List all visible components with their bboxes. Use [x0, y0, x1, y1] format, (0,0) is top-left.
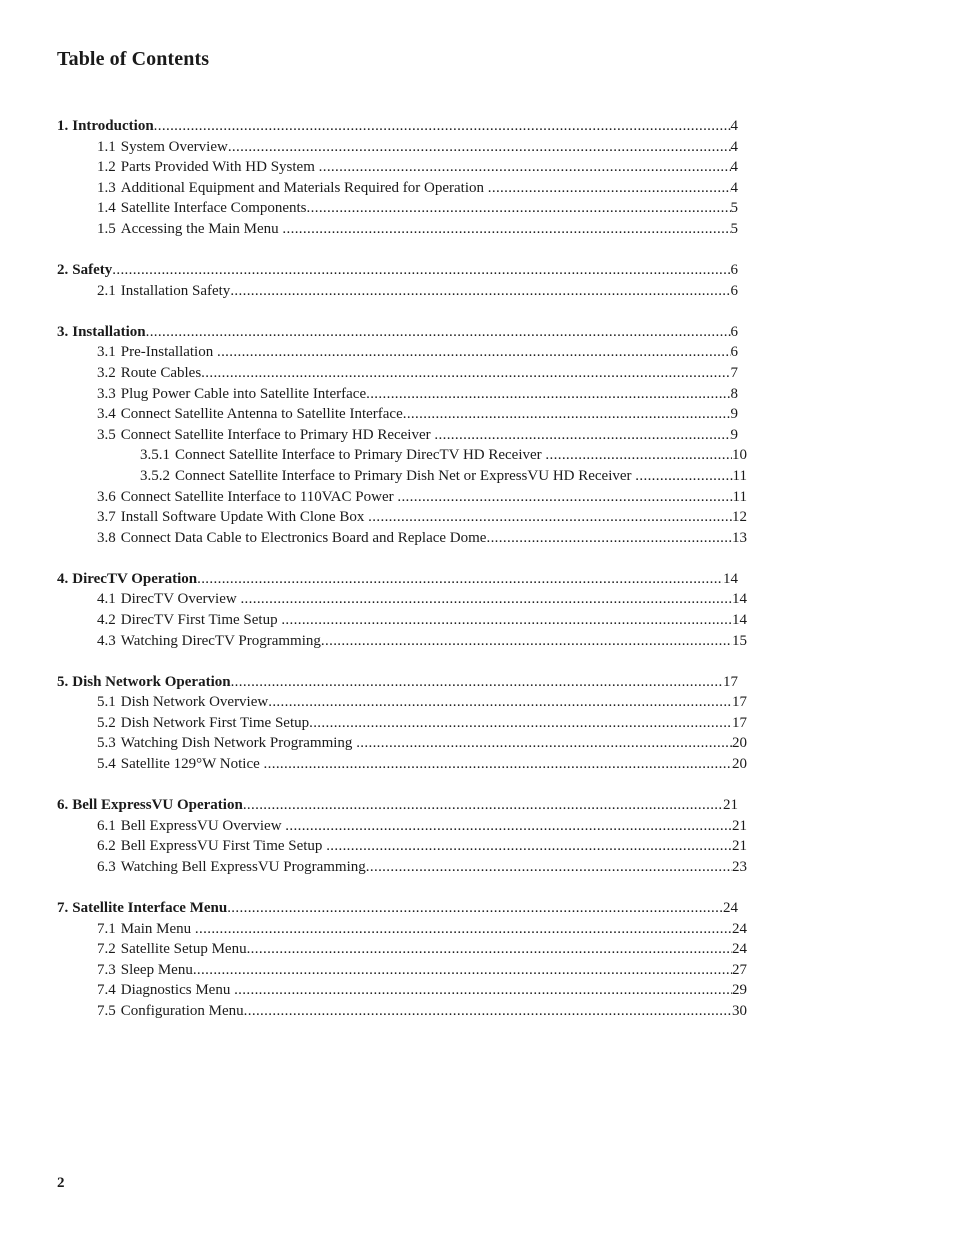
toc-entry-title: Watching Bell ExpressVU Programming — [120, 858, 366, 875]
dot-leader — [243, 795, 723, 816]
toc-entry-title: Configuration Menu — [120, 1002, 244, 1019]
toc-entry-title: Satellite Interface Menu — [72, 900, 228, 916]
toc-entry[interactable] — [0, 445, 954, 466]
toc-page-number: 9 — [730, 406, 738, 423]
toc-entry-number: 5.4 — [97, 756, 116, 773]
toc-entry-label — [97, 692, 268, 713]
toc-entry-number: 3.7 — [97, 509, 116, 526]
toc-entry-label — [57, 260, 112, 281]
toc-section-heading[interactable] — [0, 795, 954, 816]
toc-entry-number: 3.5 — [97, 426, 116, 443]
toc-entry-number: 1.4 — [97, 200, 116, 217]
dot-leader — [321, 631, 732, 652]
toc-entry-title: Bell ExpressVU Operation — [72, 797, 243, 814]
toc-section — [0, 322, 954, 549]
toc-entry[interactable] — [0, 980, 954, 1001]
toc-section-heading[interactable] — [0, 569, 954, 590]
toc-entry-title: Parts Provided With HD System — [120, 159, 319, 176]
toc-entry-label — [57, 322, 146, 343]
toc-section-heading[interactable] — [0, 672, 954, 693]
toc-page-number: 24 — [723, 900, 738, 916]
toc-entry-title: DirecTV First Time Setup — [120, 611, 282, 628]
toc-entry[interactable] — [0, 466, 954, 487]
dot-leader — [247, 939, 732, 960]
toc-section — [0, 569, 954, 651]
toc-page-number: 5 — [730, 220, 738, 237]
toc-entry[interactable] — [0, 487, 954, 508]
toc-entry[interactable] — [0, 342, 954, 363]
toc-entry-number: 4.2 — [97, 611, 116, 628]
toc-entry-number: 6.3 — [97, 858, 116, 875]
toc-page-number: 13 — [732, 529, 747, 546]
toc-entry-number: 1.5 — [97, 220, 116, 237]
dot-leader — [307, 198, 731, 219]
toc-entry-number: 3.5.2 — [140, 467, 170, 484]
toc-entry-label — [97, 198, 307, 219]
toc-page-number: 21 — [732, 817, 747, 834]
toc-page-number: 17 — [723, 673, 738, 690]
toc-page-number: 6 — [730, 323, 738, 340]
dot-leader — [545, 445, 732, 466]
toc-entry-label — [97, 157, 319, 178]
toc-entry-label — [97, 219, 282, 240]
toc-entry-number: 4. — [57, 570, 69, 587]
dot-leader — [227, 898, 723, 919]
toc-entry-number: 5.2 — [97, 714, 116, 731]
toc-page-number: 30 — [732, 1002, 747, 1019]
toc-page-number: 17 — [732, 694, 747, 711]
toc-entry-title: DirecTV Operation — [72, 570, 198, 587]
toc-entry[interactable] — [0, 363, 954, 384]
page-title: Table of Contents — [57, 48, 210, 70]
toc-entry-title: Connect Satellite Interface to Primary Dish Net or ExpressVU HD Receiver — [175, 467, 636, 484]
toc-entry[interactable] — [0, 384, 954, 405]
toc-entry-title: Sleep Menu — [120, 961, 193, 978]
toc-entry-number: 5.3 — [97, 735, 116, 752]
toc-entry-label — [97, 980, 234, 1001]
toc-entry-number: 3.5.1 — [140, 447, 170, 464]
toc-entry-title: Accessing the Main Menu — [120, 220, 283, 237]
toc-entry-label — [97, 178, 488, 199]
toc-entry-label — [97, 836, 326, 857]
dot-leader — [268, 692, 732, 713]
toc-entry[interactable] — [0, 589, 954, 610]
dot-leader — [366, 857, 732, 878]
toc-entry-number: 1. — [57, 118, 69, 134]
dot-leader — [240, 589, 732, 610]
toc-entry-number: 7.1 — [97, 920, 116, 937]
toc-entry-title: Satellite Interface Components — [120, 200, 307, 217]
toc-entry-title: Pre-Installation — [120, 344, 217, 361]
toc-entry-number: 5. — [57, 673, 69, 690]
toc-entry-title: Bell ExpressVU First Time Setup — [120, 838, 327, 855]
toc-entry-title: Dish Network Overview — [120, 694, 269, 711]
dot-leader — [403, 404, 731, 425]
toc-section-heading[interactable] — [0, 322, 954, 343]
dot-leader — [635, 466, 732, 487]
toc-entry-label — [97, 589, 240, 610]
toc-entry[interactable] — [0, 857, 954, 878]
toc-entry-label — [57, 795, 243, 816]
dot-leader — [217, 342, 731, 363]
toc-entry-title: Installation Safety — [120, 282, 231, 299]
toc-entry-number: 1.1 — [97, 138, 116, 155]
toc-page-number: 6 — [730, 344, 738, 361]
dot-leader — [281, 610, 732, 631]
toc-entry-label — [97, 137, 228, 158]
toc-entry-label — [97, 487, 397, 508]
dot-leader — [368, 507, 732, 528]
toc-entry[interactable] — [0, 198, 954, 219]
toc-entry-number: 7.5 — [97, 1002, 116, 1019]
toc-page-number: 6 — [730, 282, 738, 299]
toc-entry-number: 6.1 — [97, 817, 116, 834]
toc-section — [0, 795, 954, 877]
toc-entry-label — [97, 281, 230, 302]
toc-entry-label — [57, 569, 197, 590]
toc-entry-number: 3. — [57, 323, 69, 340]
toc-entry-title: Route Cables — [120, 364, 202, 381]
toc-page-number: 10 — [732, 447, 747, 464]
toc-page-number: 14 — [723, 570, 738, 587]
toc-entry[interactable] — [0, 528, 954, 549]
toc-page-number: 21 — [732, 838, 747, 855]
toc-entry-number: 3.2 — [97, 364, 116, 381]
toc-entry-title: Bell ExpressVU Overview — [120, 817, 286, 834]
toc-entry[interactable] — [0, 281, 954, 302]
toc-entry-title: Plug Power Cable into Satellite Interface — [120, 385, 367, 402]
dot-leader — [356, 733, 732, 754]
dot-leader — [282, 219, 730, 240]
toc-entry-label — [97, 713, 309, 734]
dot-leader — [285, 816, 732, 837]
dot-leader — [397, 487, 732, 508]
toc-entry-title: Diagnostics Menu — [120, 982, 235, 999]
toc-entry-number: 1.2 — [97, 159, 116, 176]
toc-entry-label — [57, 672, 231, 693]
toc-entry-label — [97, 610, 281, 631]
toc-entry-number: 6. — [57, 797, 69, 814]
toc-entry-number: 3.1 — [97, 344, 116, 361]
toc-page-number: 21 — [723, 797, 738, 814]
toc-page-number: 24 — [732, 941, 747, 958]
toc-page-number: 4 — [730, 179, 738, 196]
dot-leader — [193, 960, 732, 981]
toc-entry-label — [57, 898, 227, 919]
dot-leader — [326, 836, 732, 857]
toc-page-number: 6 — [730, 262, 738, 279]
toc-section — [0, 260, 954, 301]
toc-page-number: 12 — [732, 509, 747, 526]
dot-leader — [244, 1001, 732, 1022]
toc-entry[interactable] — [0, 754, 954, 775]
toc-entry[interactable] — [0, 939, 954, 960]
toc-entry[interactable] — [0, 919, 954, 940]
toc-entry-title: Introduction — [72, 118, 154, 134]
dot-leader — [319, 157, 731, 178]
toc-entry-title: Connect Satellite Interface to Primary HD Receiver — [120, 426, 435, 443]
toc-page-number: 11 — [732, 488, 747, 505]
toc-entry-title: System Overview — [120, 138, 228, 155]
toc-entry-title: Watching DirecTV Programming — [120, 632, 321, 649]
toc-section-heading[interactable] — [0, 116, 954, 137]
toc-page-number: 20 — [732, 756, 747, 773]
toc-entry-label — [140, 466, 635, 487]
toc-entry[interactable] — [0, 219, 954, 240]
toc-page-number: 15 — [732, 632, 747, 649]
toc-entry-number: 2. — [57, 262, 69, 279]
toc-entry-number: 3.6 — [97, 488, 116, 505]
toc-section-heading[interactable] — [0, 898, 954, 919]
toc-entry-label — [57, 116, 154, 137]
toc-section — [0, 898, 954, 1022]
dot-leader — [146, 322, 731, 343]
toc-entry[interactable] — [0, 816, 954, 837]
toc-entry-title: Connect Satellite Interface to 110VAC Power — [120, 488, 398, 505]
toc-entry-number: 4.3 — [97, 632, 116, 649]
toc-entry-label — [97, 384, 366, 405]
toc-entry-label — [97, 733, 356, 754]
toc-page-number: 23 — [732, 858, 747, 875]
toc-entry-label — [97, 857, 366, 878]
toc-page-number: 11 — [732, 467, 747, 484]
toc-page-number: 9 — [730, 426, 738, 443]
toc-entry-label — [97, 528, 486, 549]
dot-leader — [486, 528, 732, 549]
toc-entry-number: 3.8 — [97, 529, 116, 546]
page-number: 2 — [57, 1175, 65, 1191]
dot-leader — [201, 363, 730, 384]
dot-leader — [309, 713, 732, 734]
toc-entry[interactable] — [0, 507, 954, 528]
toc-entry[interactable] — [0, 137, 954, 158]
toc-entry-title: Connect Data Cable to Electronics Board and Replace Dome — [120, 529, 487, 546]
toc-entry-label — [97, 507, 368, 528]
toc-page-number: 27 — [732, 961, 747, 978]
toc-entry[interactable] — [0, 631, 954, 652]
toc-entry-label — [97, 404, 403, 425]
dot-leader — [112, 260, 730, 281]
toc-page-number: 17 — [732, 714, 747, 731]
dot-leader — [195, 919, 732, 940]
toc-entry-number: 7.4 — [97, 982, 116, 999]
toc-entry-number: 3.4 — [97, 406, 116, 423]
toc-entry-title: Additional Equipment and Materials Required for Operation — [120, 179, 488, 196]
toc-entry-label — [97, 342, 217, 363]
toc-entry-label — [97, 960, 193, 981]
toc-entry-title: Watching Dish Network Programming — [120, 735, 357, 752]
dot-leader — [197, 569, 723, 590]
toc-entry-number: 1.3 — [97, 179, 116, 196]
toc-entry-title: Satellite 129°W Notice — [120, 756, 264, 773]
toc-section — [0, 672, 954, 775]
toc-entry-title: Connect Satellite Interface to Primary DirecTV HD Receiver — [175, 447, 546, 464]
toc-entry-number: 7.2 — [97, 941, 116, 958]
toc-entry-number: 6.2 — [97, 838, 116, 855]
dot-leader — [231, 672, 723, 693]
toc-entry-title: Installation — [72, 323, 146, 340]
toc-page-number: 8 — [730, 385, 738, 402]
toc-page-number: 24 — [732, 920, 747, 937]
toc-entry-number: 5.1 — [97, 694, 116, 711]
toc-entry[interactable] — [0, 1001, 954, 1022]
dot-leader — [264, 754, 732, 775]
toc-entry-number: 7.3 — [97, 961, 116, 978]
toc-entry-number: 2.1 — [97, 282, 116, 299]
toc-page-number: 4 — [730, 159, 738, 176]
toc-entry[interactable] — [0, 610, 954, 631]
toc-entry[interactable] — [0, 733, 954, 754]
toc-entry-label — [97, 363, 201, 384]
toc-entry-label — [97, 425, 434, 446]
toc-entry-label — [97, 631, 321, 652]
toc-page-number: 14 — [732, 591, 747, 608]
toc-entry-label — [97, 754, 264, 775]
toc-entry-title: DirecTV Overview — [120, 591, 241, 608]
toc-entry-number: 7. — [57, 900, 69, 916]
toc-entry-title: Safety — [72, 262, 113, 279]
toc-entry-title: Dish Network First Time Setup — [120, 714, 310, 731]
dot-leader — [434, 425, 730, 446]
toc-entry-title: Dish Network Operation — [72, 673, 231, 690]
toc-page-number: 4 — [730, 118, 738, 134]
toc-page-number: 20 — [732, 735, 747, 752]
toc-section-heading[interactable] — [0, 260, 954, 281]
toc-entry[interactable] — [0, 404, 954, 425]
toc-section — [0, 116, 954, 240]
toc-page-number: 29 — [732, 982, 747, 999]
toc-entry-title: Install Software Update With Clone Box — [120, 509, 369, 526]
dot-leader — [366, 384, 730, 405]
toc-entry-label — [140, 445, 545, 466]
dot-leader — [488, 178, 731, 199]
toc-entry-label — [97, 939, 247, 960]
dot-leader — [228, 137, 731, 158]
dot-leader — [230, 281, 730, 302]
toc-entry-label — [97, 919, 195, 940]
table-of-contents — [0, 116, 954, 1042]
toc-page-number: 4 — [730, 138, 738, 155]
toc-entry-number: 4.1 — [97, 591, 116, 608]
toc-entry-title: Satellite Setup Menu — [120, 941, 247, 958]
toc-entry-label — [97, 1001, 244, 1022]
toc-entry-label — [97, 816, 285, 837]
toc-entry[interactable] — [0, 836, 954, 857]
toc-page-number: 7 — [730, 364, 738, 381]
toc-entry[interactable] — [0, 178, 954, 199]
dot-leader — [154, 116, 731, 137]
dot-leader — [234, 980, 732, 1001]
toc-page-number: 14 — [732, 611, 747, 628]
toc-entry-title: Connect Satellite Antenna to Satellite Interface — [120, 406, 403, 423]
toc-entry[interactable] — [0, 157, 954, 178]
toc-entry[interactable] — [0, 713, 954, 734]
toc-entry[interactable] — [0, 692, 954, 713]
toc-entry-number: 3.3 — [97, 385, 116, 402]
toc-entry[interactable] — [0, 960, 954, 981]
toc-entry[interactable] — [0, 425, 954, 446]
toc-entry-title: Main Menu — [120, 920, 195, 937]
toc-page-number: 5 — [730, 200, 738, 217]
